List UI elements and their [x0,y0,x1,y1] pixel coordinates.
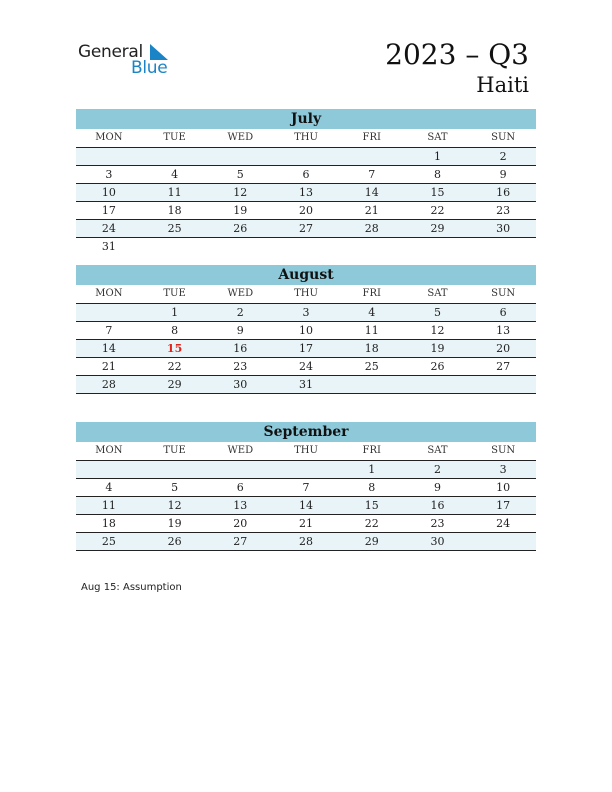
month-calendar-july [76,109,536,255]
day-cell [339,148,405,165]
day-cell: 22 [364,517,379,530]
day-cell: 25 [167,222,182,235]
day-cell: 5 [171,481,179,494]
day-cell: 8 [368,481,376,494]
weekday-header-row [76,129,536,148]
weekday-label: TUE [163,445,186,456]
day-cell: 14 [299,499,314,512]
day-cell: 7 [368,168,376,181]
day-cell: 28 [101,378,116,391]
week-row [76,202,536,220]
day-cell: 7 [105,324,113,337]
day-cell: 20 [299,204,314,217]
weekday-label: THU [294,132,318,143]
day-cell: 2 [433,463,441,476]
day-cell: 19 [167,517,182,530]
week-row [76,238,536,255]
day-cell: 15 [430,186,445,199]
weekday-header-row [76,442,536,461]
day-cell: 26 [430,360,445,373]
day-cell [273,461,339,478]
day-cell: 3 [105,168,113,181]
day-cell: 29 [364,535,379,548]
day-cell: 29 [167,378,182,391]
day-cell [142,238,208,255]
day-cell [405,376,471,393]
day-cell: 1 [433,150,441,163]
day-cell: 1 [171,306,179,319]
day-cell: 9 [236,324,244,337]
day-cell: 12 [430,324,445,337]
day-cell: 6 [302,168,310,181]
month-calendar-august [76,265,536,394]
day-cell: 27 [299,222,314,235]
day-cell: 6 [499,306,507,319]
week-row [76,358,536,376]
day-cell: 18 [167,204,182,217]
week-row [76,376,536,394]
day-cell [273,238,339,255]
day-cell: 24 [496,517,511,530]
weekday-label: SUN [491,288,516,299]
day-cell: 11 [167,186,182,199]
weekday-header-row [76,285,536,304]
day-cell [339,376,405,393]
day-cell: 13 [496,324,511,337]
weekday-label: FRI [362,132,381,143]
day-cell [207,461,273,478]
day-cell: 27 [496,360,511,373]
day-cell: 30 [496,222,511,235]
day-cell: 25 [101,535,116,548]
day-cell: 23 [430,517,445,530]
week-row [76,461,536,479]
day-cell: 14 [364,186,379,199]
day-cell: 21 [101,360,116,373]
week-row [76,533,536,551]
day-cell: 17 [101,204,116,217]
day-cell: 18 [101,517,116,530]
day-cell: 1 [368,463,376,476]
day-cell [207,238,273,255]
day-cell: 30 [430,535,445,548]
day-cell: 26 [233,222,248,235]
day-cell: 27 [233,535,248,548]
day-cell: 21 [364,204,379,217]
day-cell: 22 [167,360,182,373]
generalblue-logo [78,40,188,82]
day-cell: 7 [302,481,310,494]
weekday-label: MON [95,445,123,456]
day-cell: 25 [364,360,379,373]
day-cell [142,461,208,478]
week-row [76,166,536,184]
day-cell: 22 [430,204,445,217]
day-cell: 23 [233,360,248,373]
month-calendar-september [76,422,536,551]
day-cell: 19 [430,342,445,355]
week-row [76,220,536,238]
day-cell: 8 [171,324,179,337]
week-row [76,340,536,358]
day-cell: 2 [236,306,244,319]
day-cell [76,461,142,478]
logo-text-blue: Blue [131,58,168,78]
day-cell: 4 [368,306,376,319]
day-cell: 31 [101,240,116,253]
day-cell: 3 [302,306,310,319]
month-header: July [76,109,536,129]
weekday-label: WED [227,445,254,456]
day-cell: 28 [299,535,314,548]
day-cell: 16 [430,499,445,512]
weekday-label: FRI [362,288,381,299]
day-cell: 6 [236,481,244,494]
weekday-label: MON [95,132,123,143]
day-cell: 3 [499,463,507,476]
day-cell [207,148,273,165]
week-row [76,322,536,340]
day-cell: 12 [233,186,248,199]
day-cell: 29 [430,222,445,235]
day-cell: 4 [105,481,113,494]
country-name: Haiti [476,73,529,97]
day-cell [470,376,536,393]
day-cell: 12 [167,499,182,512]
week-row [76,515,536,533]
day-cell: 30 [233,378,248,391]
day-cell [339,238,405,255]
day-cell: 8 [433,168,441,181]
day-cell: 17 [496,499,511,512]
weekday-label: THU [294,288,318,299]
week-row [76,479,536,497]
holiday-note: Aug 15: Assumption [81,582,182,593]
day-cell: 23 [496,204,511,217]
month-header: August [76,265,536,285]
day-cell: 16 [233,342,248,355]
day-cell: 24 [299,360,314,373]
weekday-label: TUE [163,288,186,299]
day-cell: 20 [496,342,511,355]
day-cell: 21 [299,517,314,530]
day-cell: 24 [101,222,116,235]
day-cell: 10 [299,324,314,337]
day-cell [76,148,142,165]
day-cell: 20 [233,517,248,530]
weekday-label: FRI [362,445,381,456]
week-row [76,148,536,166]
day-cell: 4 [171,168,179,181]
weekday-label: SUN [491,445,516,456]
week-row [76,184,536,202]
day-cell: 9 [433,481,441,494]
week-row [76,497,536,515]
day-cell: 26 [167,535,182,548]
weekday-label: WED [227,288,254,299]
weekday-label: SUN [491,132,516,143]
holiday-day-cell: 15 [166,342,183,355]
day-cell: 13 [299,186,314,199]
day-cell: 14 [101,342,116,355]
weekday-label: SAT [427,132,448,143]
day-cell [273,148,339,165]
day-cell [76,304,142,321]
day-cell: 9 [499,168,507,181]
day-cell: 15 [364,499,379,512]
month-header: September [76,422,536,442]
page-title: 2023 – Q3 [385,38,529,71]
day-cell: 2 [499,150,507,163]
day-cell: 11 [101,499,116,512]
weekday-label: SAT [427,445,448,456]
day-cell [405,238,471,255]
day-cell [470,238,536,255]
day-cell: 17 [299,342,314,355]
day-cell: 28 [364,222,379,235]
day-cell: 19 [233,204,248,217]
week-row [76,304,536,322]
day-cell: 5 [433,306,441,319]
day-cell [142,148,208,165]
day-cell: 13 [233,499,248,512]
weekday-label: MON [95,288,123,299]
day-cell: 16 [496,186,511,199]
weekday-label: SAT [427,288,448,299]
day-cell [470,533,536,550]
weekday-label: WED [227,132,254,143]
day-cell: 10 [496,481,511,494]
weekday-label: TUE [163,132,186,143]
day-cell: 31 [299,378,314,391]
day-cell: 11 [364,324,379,337]
day-cell: 5 [236,168,244,181]
weekday-label: THU [294,445,318,456]
day-cell: 18 [364,342,379,355]
day-cell: 10 [101,186,116,199]
logo-text-general: General [78,42,143,62]
